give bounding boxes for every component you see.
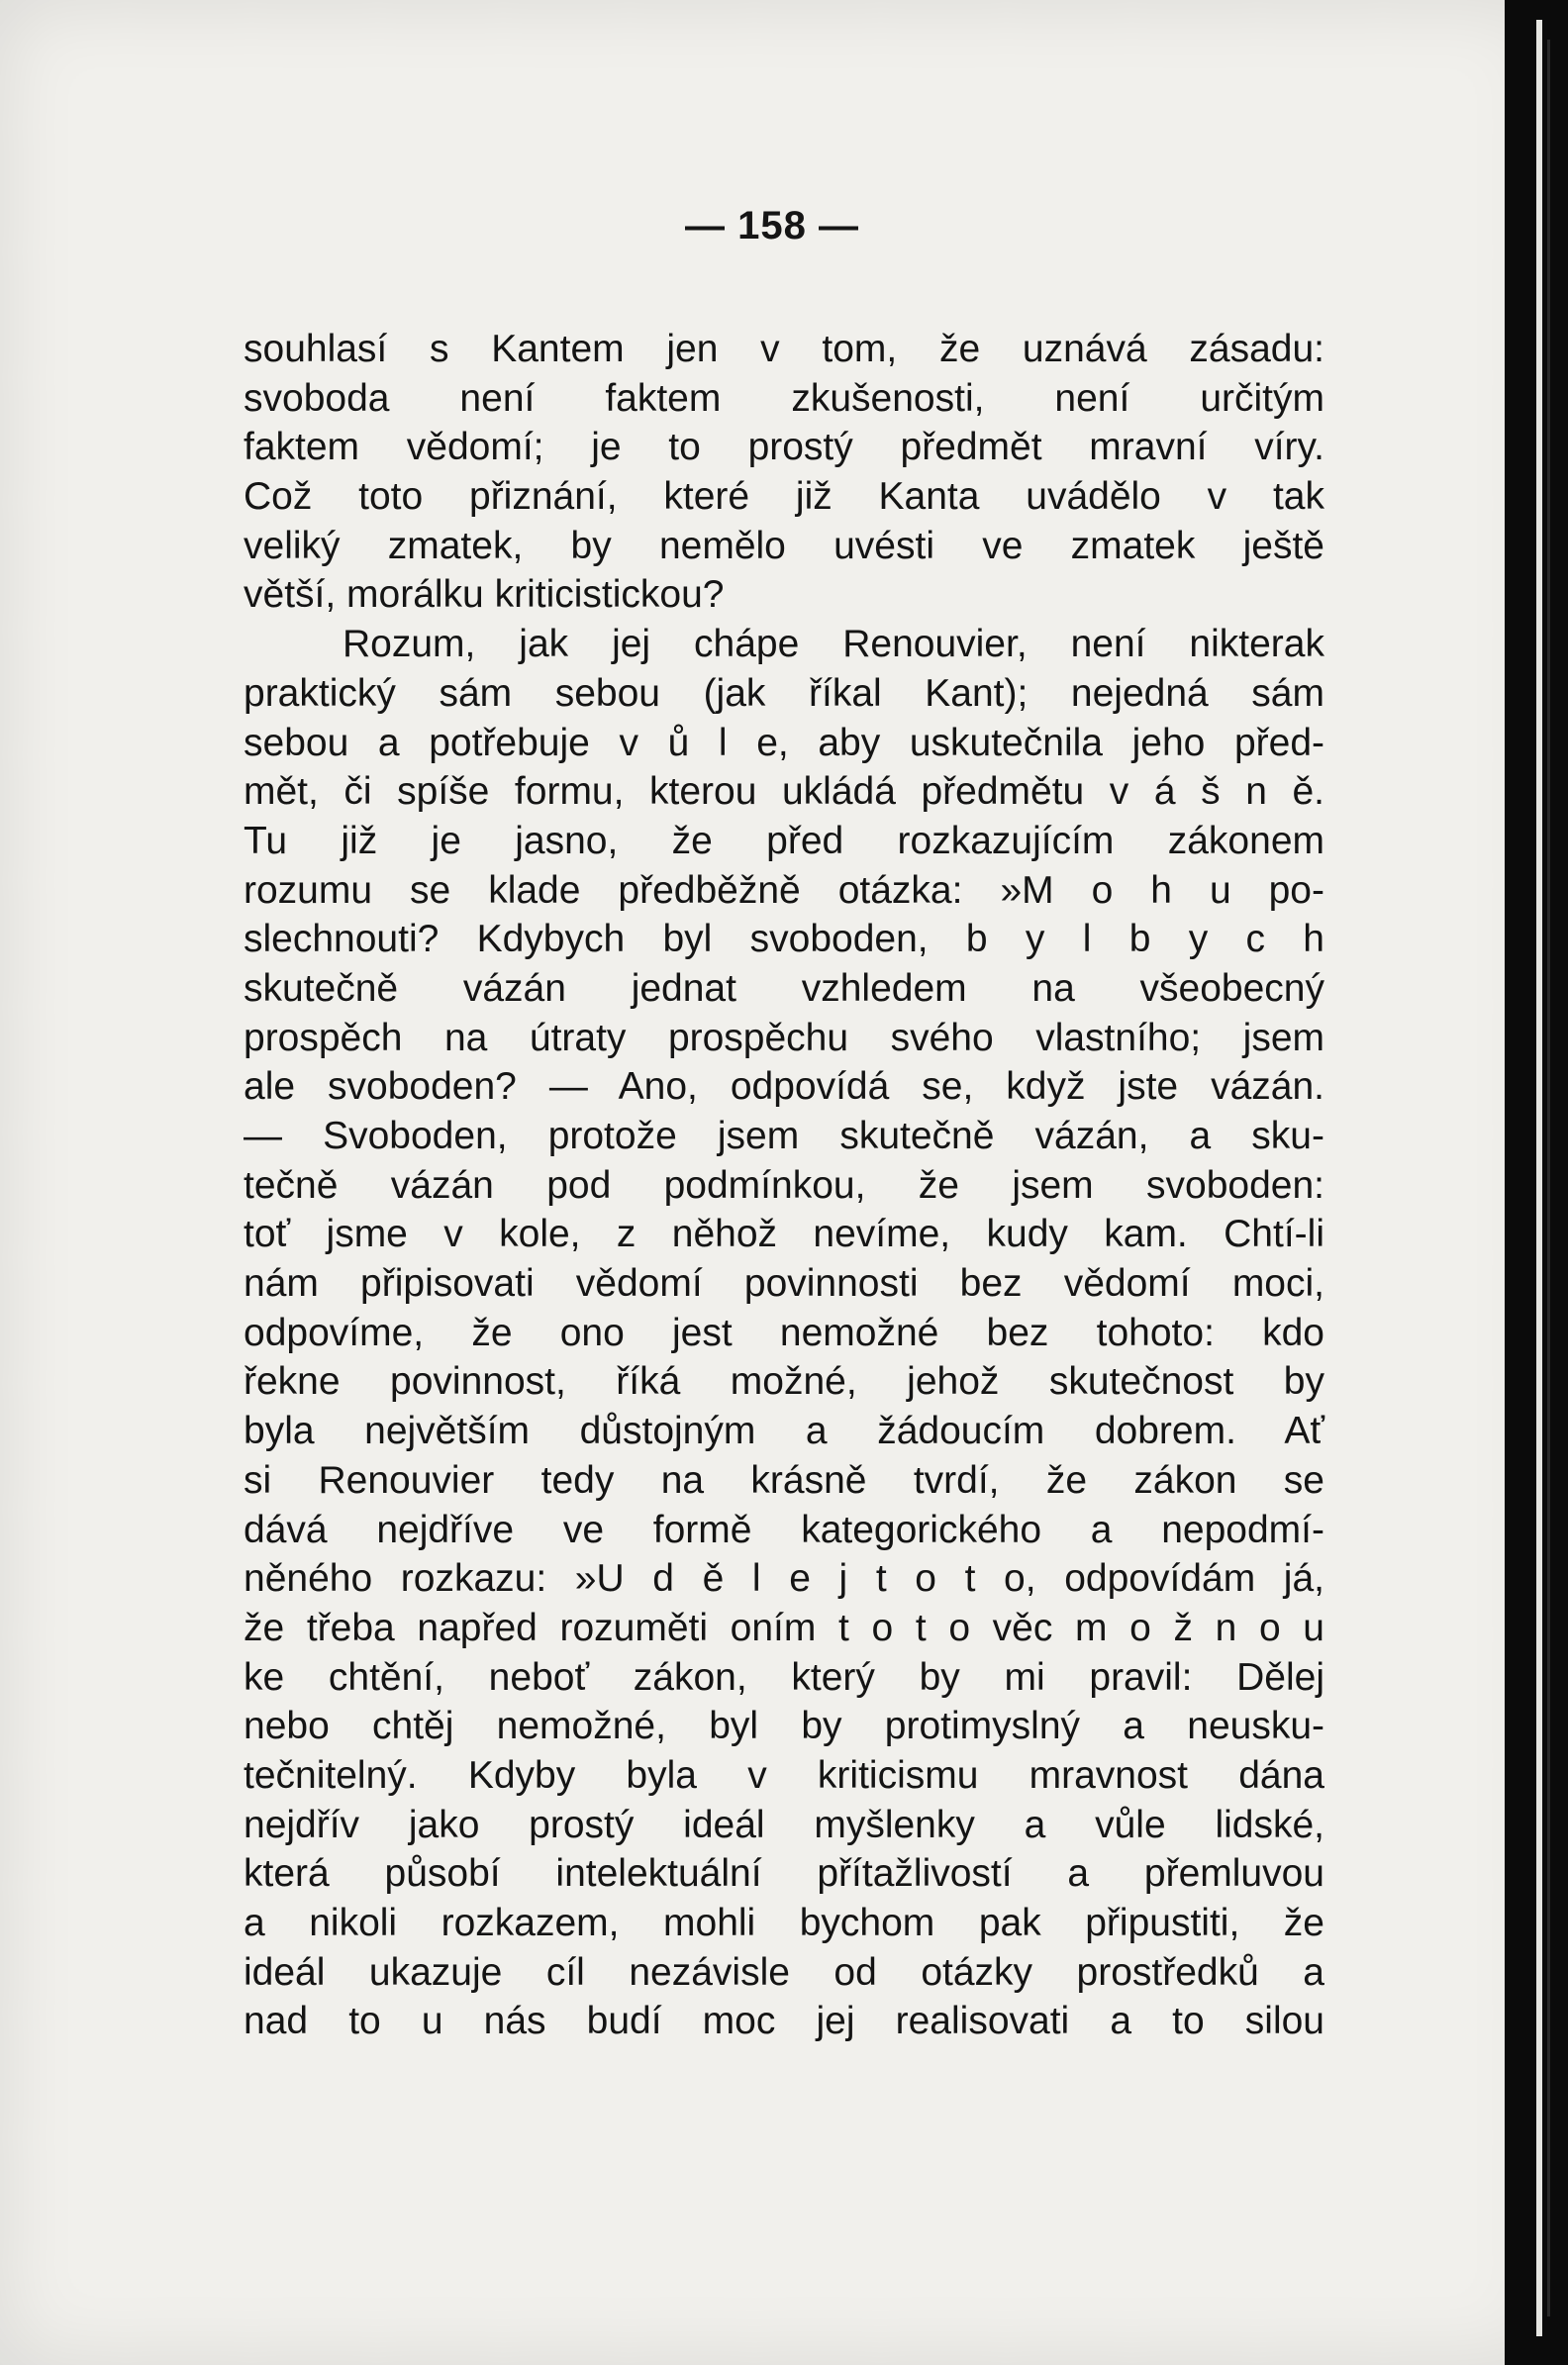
- text-line: dává nejdříve ve formě kategorického a nepodmí-: [244, 1508, 1324, 1551]
- text-line: ideál ukazuje cíl nezávisle od otázky prostředků a: [244, 1950, 1324, 1994]
- text-line: tečně vázán pod podmínkou, že jsem svoboden:: [244, 1163, 1324, 1207]
- text-line: nad to u nás budí moc jej realisovati a to silou: [244, 2000, 1324, 2043]
- text-line: toť jsme v kole, z něhož nevíme, kudy kam. Chtí-li: [244, 1213, 1324, 1256]
- text-line: ale svoboden? — Ano, odpovídá se, když jste vázán.: [244, 1065, 1324, 1109]
- text-line: svoboda není faktem zkušenosti, není určitým: [244, 376, 1324, 420]
- text-line: mět, či spíše formu, kterou ukládá předmětu v á š n ě.: [244, 770, 1324, 814]
- scan-edge-line: [1547, 40, 1550, 2316]
- text-line: že třeba napřed rozuměti oním t o t o věc m o ž n o u: [244, 1606, 1324, 1649]
- text-line: která působí intelektuální přítažlivostí a přemluvou: [244, 1852, 1324, 1896]
- text-line: skutečně vázán jednat vzhledem na všeobecný: [244, 966, 1324, 1010]
- text-line: nám připisovati vědomí povinnosti bez vědomí moci,: [244, 1262, 1324, 1306]
- text-line: něného rozkazu: »U d ě l e j t o t o, odpovídám já,: [244, 1557, 1324, 1601]
- text-line: nebo chtěj nemožné, byl by protimyslný a neusku-: [244, 1705, 1324, 1748]
- text-line: sebou a potřebuje v ů l e, aby uskutečnila jeho před-: [244, 721, 1324, 764]
- text-line: souhlasí s Kantem jen v tom, že uznává zásadu:: [244, 328, 1324, 370]
- text-line: — Svoboden, protože jsem skutečně vázán, a sku-: [244, 1115, 1324, 1157]
- body-text: [244, 325, 1324, 2046]
- text-line: praktický sám sebou (jak říkal Kant); nejedná sám: [244, 671, 1324, 715]
- text-line: Tu již je jasno, že před rozkazujícím zákonem: [244, 819, 1324, 862]
- text-line: nejdřív jako prostý ideál myšlenky a vůle lidské,: [244, 1803, 1324, 1846]
- text-line: prospěch na útraty prospěchu svého vlastního; jsem: [244, 1016, 1324, 1059]
- text-line: Rozum, jak jej chápe Renouvier, není nikterak: [343, 623, 1324, 666]
- text-line: a nikoli rozkazem, mohli bychom pak připustiti, že: [244, 1902, 1324, 1944]
- text-line: větší, morálku kriticistickou?: [244, 573, 725, 617]
- page-number: — 158 —: [685, 204, 859, 247]
- text-line: si Renouvier tedy na krásně tvrdí, že zákon se: [244, 1458, 1324, 1502]
- text-line: slechnouti? Kdybych byl svoboden, b y l b y c h: [244, 918, 1324, 961]
- text-line: veliký zmatek, by nemělo uvésti ve zmatek ještě: [244, 524, 1324, 567]
- text-line: rozumu se klade předběžně otázka: »M o h u po-: [244, 868, 1324, 912]
- scan-edge-strip: [1536, 20, 1542, 2336]
- text-line: ke chtění, neboť zákon, který by mi pravil: Dělej: [244, 1655, 1324, 1699]
- text-line: byla největším důstojným a žádoucím dobrem. Ať: [244, 1410, 1324, 1453]
- text-line: tečnitelný. Kdyby byla v kriticismu mravnost dána: [244, 1753, 1324, 1797]
- text-line: řekne povinnost, říká možné, jehož skutečnost by: [244, 1360, 1324, 1404]
- text-line: odpovíme, že ono jest nemožné bez tohoto: kdo: [244, 1311, 1324, 1354]
- text-line: Což toto přiznání, které již Kanta uvádělo v tak: [244, 475, 1324, 519]
- text-line: faktem vědomí; je to prostý předmět mravní víry.: [244, 426, 1324, 469]
